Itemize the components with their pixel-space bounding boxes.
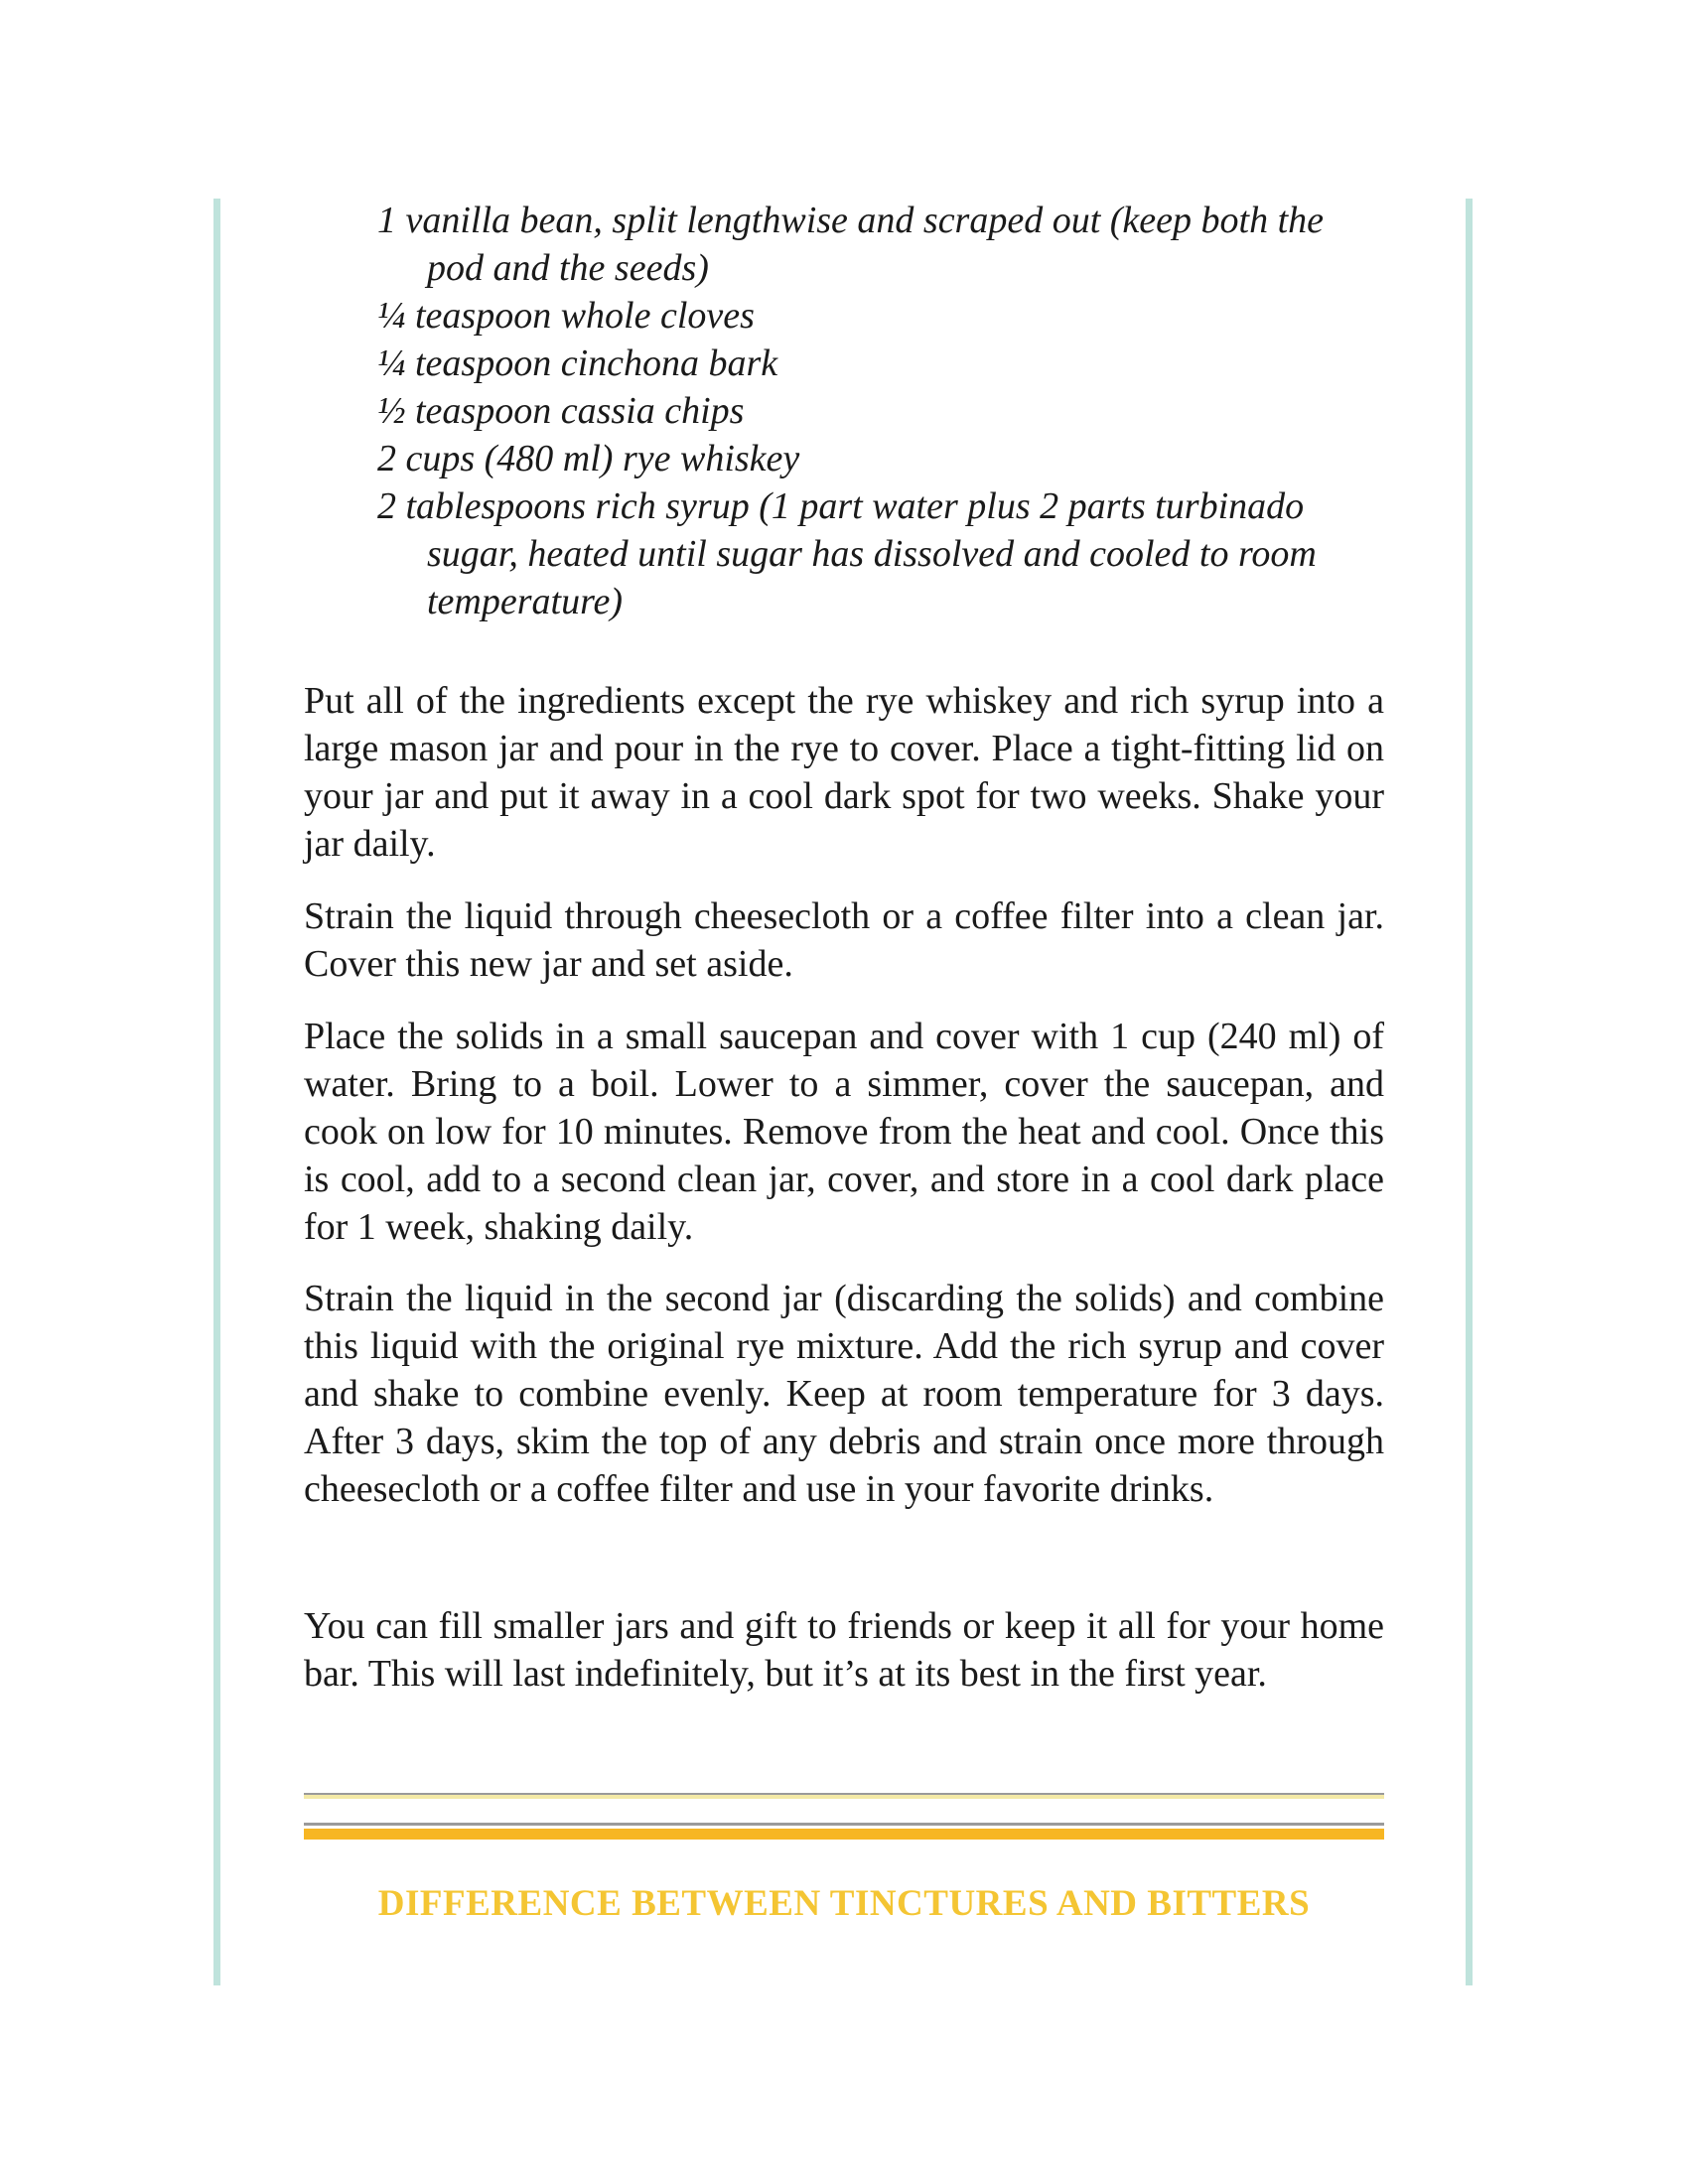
left-margin-rule bbox=[213, 199, 220, 1985]
section-divider-grey bbox=[304, 1823, 1384, 1826]
ingredient-list bbox=[377, 197, 1380, 625]
right-margin-rule bbox=[1466, 199, 1473, 1985]
instruction-paragraph: Place the solids in a small saucepan and cover with 1 cup (240 ml) of water. Bring to a boil. Lower to a simmer, cover the saucepan, and cook on low for 10 minutes. Remove from the heat and cool. Once this is cool, add to a second clean jar, cover, and store in a cool dark place for 1 week, shaking daily. bbox=[304, 1016, 1384, 1248]
ingredient-item: ¼ teaspoon whole cloves bbox=[377, 295, 755, 337]
ingredient-item: ½ teaspoon cassia chips bbox=[377, 390, 745, 432]
ingredient-item: ¼ teaspoon cinchona bark bbox=[377, 342, 778, 384]
ingredient-item: 2 tablespoons rich syrup (1 part water plus 2 parts turbinado sugar, heated until sugar has dissolved and cooled to room temperature) bbox=[377, 485, 1317, 622]
closing-paragraph: You can fill smaller jars and gift to friends or keep it all for your home bar. This will last indefinitely, but it’s at its best in the first year. bbox=[304, 1605, 1384, 1695]
instruction-paragraph: Strain the liquid through cheesecloth or a coffee filter into a clean jar. Cover this new jar and set aside. bbox=[304, 895, 1384, 985]
instruction-paragraph: Put all of the ingredients except the rye whiskey and rich syrup into a large mason jar and pour in the rye to cover. Place a tight-fitting lid on your jar and put it away in a cool dark spot for two weeks. Shake your jar daily. bbox=[304, 680, 1384, 865]
ingredient-item: 1 vanilla bean, split lengthwise and scraped out (keep both the pod and the seeds) bbox=[377, 200, 1325, 289]
instruction-paragraph: Strain the liquid in the second jar (discarding the solids) and combine this liquid with the original rye mixture. Add the rich syrup and cover and shake to combine evenly. Keep at room temperature for 3 days. After 3 days, skim the top of any debris and strain once more through cheesecloth or a coffee filter and use in your favorite drinks. bbox=[304, 1278, 1384, 1510]
section-heading: DIFFERENCE BETWEEN TINCTURES AND BITTERS bbox=[377, 1883, 1311, 1924]
section-divider-accent bbox=[304, 1829, 1384, 1840]
section-divider-top bbox=[304, 1793, 1384, 1799]
ingredient-item: 2 cups (480 ml) rye whiskey bbox=[377, 438, 800, 479]
